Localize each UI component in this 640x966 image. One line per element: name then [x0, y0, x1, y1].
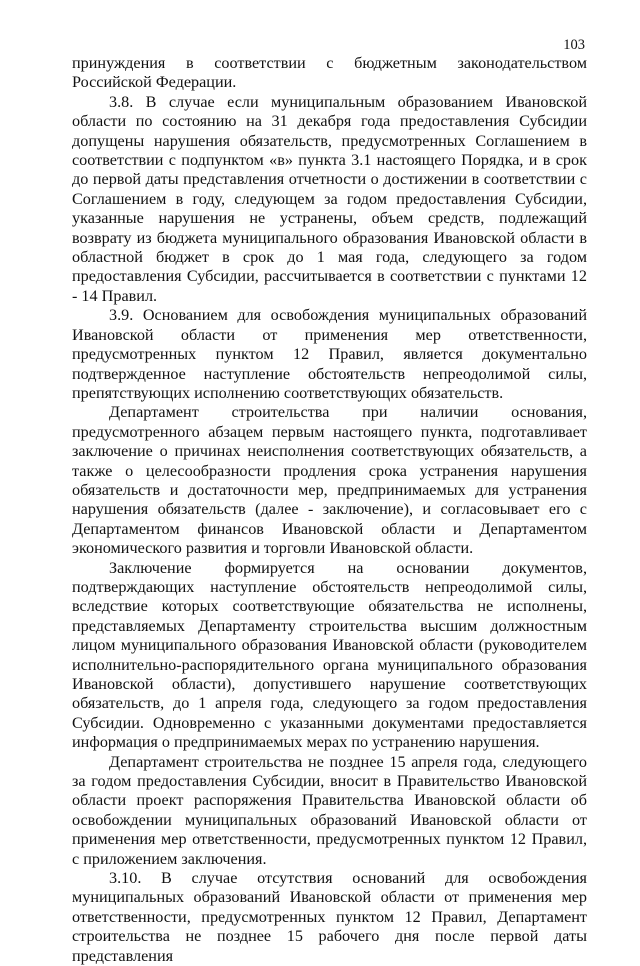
paragraph-3-10: 3.10. В случае отсутствия оснований для освобождения муниципальных образований Ивановской области от применения мер ответственности, предусмотренных пунктом 12 Правил, Департамент строительства не позднее 15 рабочего дня после первой даты представления: [72, 869, 587, 965]
page-number: 103: [563, 37, 585, 53]
document-body: [72, 54, 587, 966]
paragraph-continuation: принуждения в соответствии с бюджетным законодательством Российской Федерации.: [72, 54, 587, 92]
paragraph-department-conclusion: Департамент строительства при наличии основания, предусмотренного абзацем первым настоящего пункта, подготавливает заключение о причинах неисполнения соответствующих обязательств, а также о целесообразности продления срока устранения нарушения обязательств и достаточности мер, предпринимаемых для устранения нарушения обязательств (далее - заключение), и согласовывает его с Департаментом финансов Ивановской области и Департаментом экономического развития и торговли Ивановской области.: [72, 403, 587, 558]
paragraph-department-deadline: Департамент строительства не позднее 15 апреля года, следующего за годом предоставления Субсидии, вносит в Правительство Ивановской области проект распоряжения Правительства Ивановской области об освобождении муниципальных образований Ивановской области от применения мер ответственности, предусмотренных пунктом 12 Правил, с приложением заключения.: [72, 752, 587, 868]
paragraph-3-9: 3.9. Основанием для освобождения муниципальных образований Ивановской области от применения мер ответственности, предусмотренных пунктом 12 Правил, является документально подтвержденное наступление обстоятельств непреодолимой силы, препятствующих исполнению соответствующих обязательств.: [72, 306, 587, 402]
paragraph-conclusion-basis: Заключение формируется на основании документов, подтверждающих наступление обстоятельств непреодолимой силы, вследствие которых соответствующие обязательства не исполнены, представляемых Департаменту строительства высшим должностным лицом муниципального образования Ивановской области (руководителем исполнительно-распорядительного органа муниципального образования Ивановской области), допустившего нарушение соответствующих обязательств, до 1 апреля года, следующего за годом предоставления Субсидии. Одновременно с указанными документами предоставляется информация о предпринимаемых мерах по устранению нарушения.: [72, 558, 587, 752]
paragraph-3-8: 3.8. В случае если муниципальным образованием Ивановской области по состоянию на 31 декабря года предоставления Субсидии допущены нарушения обязательств, предусмотренных Соглашением в соответствии с подпунктом «в» пункта 3.1 настоящего Порядка, и в срок до первой даты представления отчетности о достижении в соответствии с Соглашением в году, следующем за годом предоставления Субсидии, указанные нарушения не устранены, объем средств, подлежащий возврату из бюджета муниципального образования Ивановской области в областной бюджет в срок до 1 мая года, следующего за годом предоставления Субсидии, рассчитывается в соответствии с пунктами 12 - 14 Правил.: [72, 92, 587, 305]
